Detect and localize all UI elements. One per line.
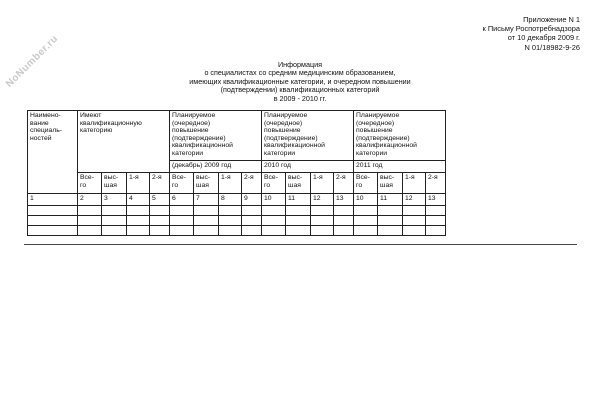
sub-second: 2-я <box>150 173 170 194</box>
appendix-block <box>483 15 580 52</box>
watermark: NoNumber.ru <box>4 33 61 90</box>
column-number: 11 <box>378 194 403 206</box>
sub-total: Все- го <box>262 173 286 194</box>
sub-high: выс- шая <box>102 173 127 194</box>
sub-first: 1-я <box>219 173 242 194</box>
sub-high: выс- шая <box>378 173 403 194</box>
column-number: 12 <box>403 194 426 206</box>
title-line: имеющих квалификационные категории, и очередном повышении <box>189 76 411 86</box>
sub-second: 2-я <box>242 173 262 194</box>
column-number: 6 <box>170 194 194 206</box>
year-2009: (декабрь) 2009 год <box>170 161 262 173</box>
column-number: 9 <box>242 194 262 206</box>
column-number: 2 <box>78 194 102 206</box>
planned-header-2010: Планируемое (очередное) повышение (подтверждение) квалификационной категории <box>262 111 354 161</box>
year-2011: 2011 год <box>354 161 446 173</box>
title-line: (подтверждении) квалификационных категорий <box>220 85 380 95</box>
appendix-line: к Письму Роспотребнадзора <box>482 24 580 34</box>
column-number: 12 <box>311 194 334 206</box>
sub-total: Все- го <box>170 173 194 194</box>
column-number: 13 <box>334 194 354 206</box>
column-number: 10 <box>262 194 286 206</box>
planned-header-2009: Планируемое (очередное) повышение (подтверждение) квалификационной категории <box>170 111 262 161</box>
column-number: 8 <box>219 194 242 206</box>
title-line: Информация <box>277 60 322 69</box>
document-title <box>150 61 450 103</box>
appendix-line: N 01/18982-9-26 <box>524 42 580 52</box>
column-number: 10 <box>354 194 378 206</box>
sub-high: выс- шая <box>194 173 219 194</box>
table-row <box>28 206 446 216</box>
planned-header-2011: Планируемое (очередное) повышение (подтверждение) квалификационной категории <box>354 111 446 161</box>
title-line: в 2009 - 2010 гг. <box>273 93 327 103</box>
horizontal-rule <box>24 244 577 245</box>
specialty-header: Наимено- вание специаль- ностей <box>28 111 78 194</box>
column-number: 3 <box>102 194 127 206</box>
column-number: 11 <box>286 194 311 206</box>
specialists-table <box>27 110 446 236</box>
column-number: 1 <box>28 194 78 206</box>
column-number: 4 <box>127 194 150 206</box>
column-number: 7 <box>194 194 219 206</box>
table-row <box>28 226 446 236</box>
sub-first: 1-я <box>311 173 334 194</box>
sub-first: 1-я <box>403 173 426 194</box>
appendix-line: Приложение N 1 <box>523 15 580 24</box>
column-number: 5 <box>150 194 170 206</box>
table-row <box>28 216 446 226</box>
title-line: о специалистах со средним медицинским образованием, <box>204 68 396 78</box>
sub-total: Все- го <box>78 173 102 194</box>
sub-first: 1-я <box>127 173 150 194</box>
sub-total: Все- го <box>354 173 378 194</box>
sub-second: 2-я <box>334 173 354 194</box>
sub-second: 2-я <box>426 173 446 194</box>
have-category-header: Имеют квалификационную категорию <box>78 111 170 173</box>
column-number: 13 <box>426 194 446 206</box>
year-2010: 2010 год <box>262 161 354 173</box>
sub-high: выс- шая <box>286 173 311 194</box>
appendix-line: от 10 декабря 2009 г. <box>507 33 580 43</box>
